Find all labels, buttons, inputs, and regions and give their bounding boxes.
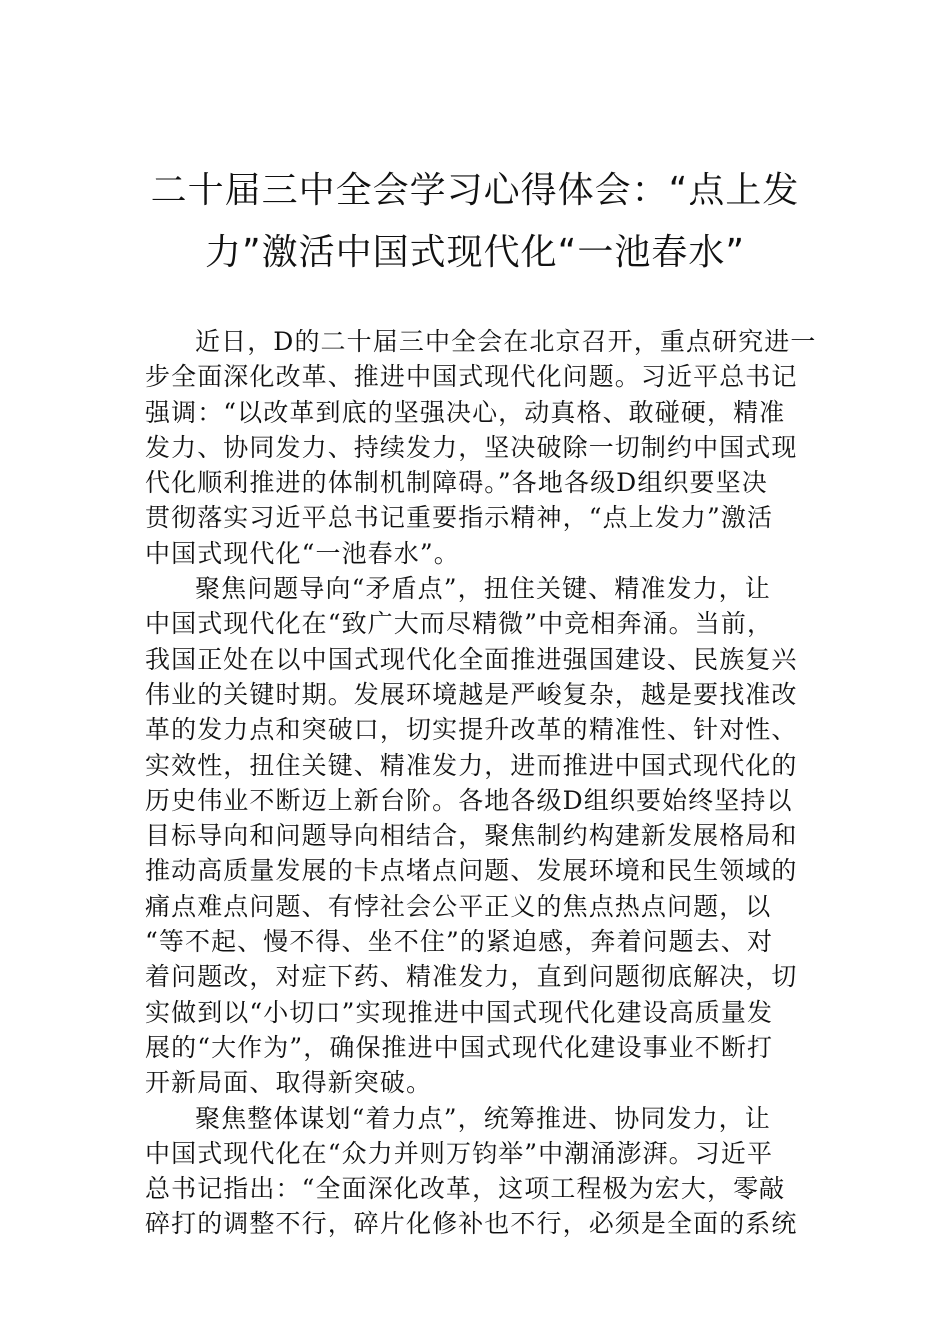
text-line: 历史伟业不断迈上新台阶。各地各级D组织要始终坚持以 bbox=[145, 785, 793, 815]
text-line: 发力、协同发力、持续发力，坚决破除一切制约中国式现 bbox=[145, 432, 798, 462]
paragraph bbox=[145, 324, 817, 571]
text-line: 实效性，扭住关键、精准发力，进而推进中国式现代化的 bbox=[145, 750, 798, 780]
text-line: 中国式现代化在“众力并则万钧举”中潮涌澎湃。习近平 bbox=[145, 1138, 774, 1168]
text-line: 中国式现代化“一池春水”。 bbox=[145, 538, 460, 568]
title-line: 二十届三中全会学习心得体会：“点上发 bbox=[150, 170, 800, 211]
text-line: 贯彻落实习近平总书记重要指示精神，“点上发力”激活 bbox=[145, 503, 774, 533]
text-line: 总书记指出：“全面深化改革，这项工程极为宏大，零敲 bbox=[145, 1174, 786, 1204]
document-body bbox=[145, 324, 817, 1242]
text-line: 伟业的关键时期。发展环境越是严峻复杂，越是要找准改 bbox=[145, 679, 798, 709]
text-line: “等不起、慢不得、坐不住”的紧迫感，奔着问题去、对 bbox=[145, 927, 774, 957]
text-line: 步全面深化改革、推进中国式现代化问题。习近平总书记 bbox=[145, 362, 798, 392]
text-line: 强调：“以改革到底的坚强决心，动真格、敢碰硬，精准 bbox=[145, 397, 786, 427]
text-line: 聚焦整体谋划“着力点”，统筹推进、协同发力，让 bbox=[195, 1103, 771, 1133]
text-line: 着问题改，对症下药、精准发力，直到问题彻底解决，切 bbox=[145, 962, 798, 992]
text-line: 聚焦问题导向“矛盾点”，扭住关键、精准发力，让 bbox=[195, 574, 771, 604]
title-line: 力”激活中国式现代化“一池春水” bbox=[205, 232, 745, 273]
text-line: 革的发力点和突破口，切实提升改革的精准性、针对性、 bbox=[145, 715, 798, 745]
text-line: 中国式现代化在“致广大而尽精微”中竞相奔涌。当前， bbox=[145, 609, 774, 639]
text-line: 碎打的调整不行，碎片化修补也不行，必须是全面的系统 bbox=[145, 1209, 798, 1239]
text-line: 实做到以“小切口”实现推进中国式现代化建设高质量发 bbox=[145, 997, 774, 1027]
text-line: 痛点难点问题、有悖社会公平正义的焦点热点问题，以 bbox=[145, 891, 772, 921]
text-line: 展的“大作为”，确保推进中国式现代化建设事业不断打 bbox=[145, 1032, 774, 1062]
text-line: 代化顺利推进的体制机制障碍。”各地各级D组织要坚决 bbox=[145, 468, 768, 498]
text-line: 目标导向和问题导向相结合，聚焦制约构建新发展格局和 bbox=[145, 821, 798, 851]
paragraph bbox=[145, 1101, 807, 1242]
text-line: 近日，D的二十届三中全会在北京召开，重点研究进一 bbox=[195, 327, 817, 356]
text-line: 我国正处在以中国式现代化全面推进强国建设、民族复兴 bbox=[145, 644, 798, 674]
text-line: 推动高质量发展的卡点堵点问题、发展环境和民生领域的 bbox=[145, 856, 798, 886]
document-title bbox=[140, 160, 810, 284]
text-line: 开新局面、取得新突破。 bbox=[145, 1068, 433, 1098]
paragraph bbox=[145, 571, 807, 1100]
